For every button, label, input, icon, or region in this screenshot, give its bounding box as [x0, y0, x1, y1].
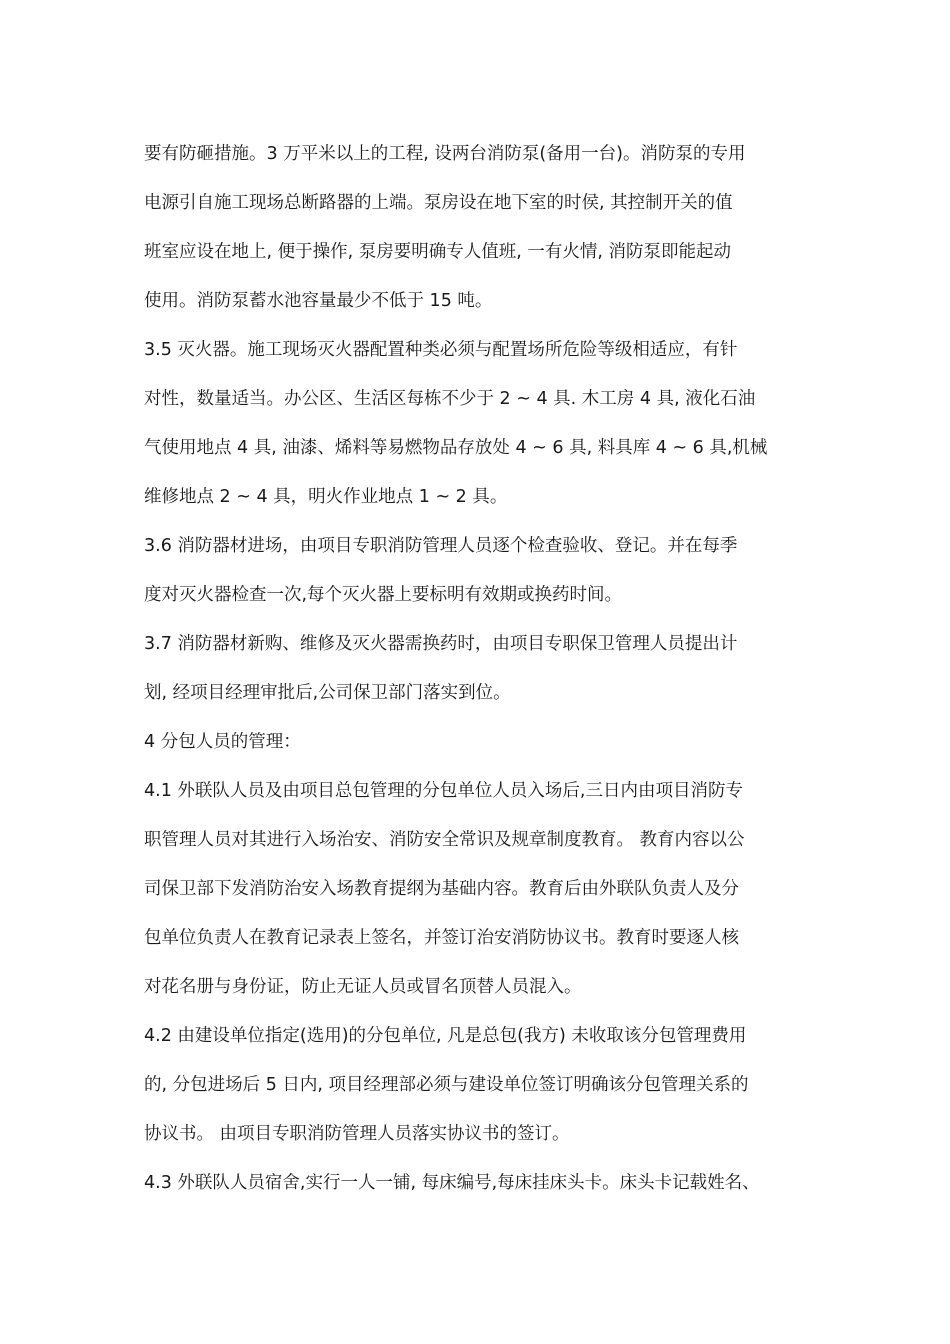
text-line: 4.3 外联队人员宿舍,实行一人一铺, 每床编号,每床挂床头卡。床头卡记载姓名、 — [144, 1173, 760, 1193]
text-line: 4.2 由建设单位指定(选用)的分包单位, 凡是总包(我方) 未收取该分包管理费用 — [144, 1026, 747, 1046]
text-line: 电源引自施工现场总断路器的上端。泵房设在地下室的时侯, 其控制开关的值 — [144, 193, 733, 213]
text-line: 维修地点 2 ~ 4 具，明火作业地点 1 ~ 2 具。 — [144, 487, 508, 507]
text-line: 4 分包人员的管理： — [144, 732, 301, 752]
text-line: 3.6 消防器材进场，由项目专职消防管理人员逐个检查验收、登记。并在每季 — [144, 536, 738, 556]
text-line: 的, 分包进场后 5 日内, 项目经理部必须与建设单位签订明确该分包管理关系的 — [144, 1075, 749, 1095]
text-line: 要有防砸措施。3 万平米以上的工程, 设两台消防泵(备用一台)。消防泵的专用 — [144, 144, 746, 164]
text-line: 职管理人员对其进行入场治安、消防安全常识及规章制度教育。 教育内容以公 — [144, 830, 745, 850]
text-line: 司保卫部下发消防治安入场教育提纲为基础内容。教育后由外联队负责人及分 — [144, 879, 739, 899]
text-line: 对性，数量适当。办公区、生活区每栋不少于 2 ~ 4 具. 木工房 4 具, 液化石油 — [144, 389, 756, 409]
text-line: 3.7 消防器材新购、维修及灭火器需换药时，由项目专职保卫管理人员提出计 — [144, 634, 738, 654]
text-line: 使用。消防泵蓄水池容量最少不低于 15 吨。 — [144, 291, 493, 311]
text-line: 班室应设在地上, 便于操作, 泵房要明确专人值班, 一有火情, 消防泵即能起动 — [144, 242, 731, 262]
text-line: 度对灭火器检查一次,每个灭火器上要标明有效期或换药时间。 — [144, 585, 623, 605]
text-line: 协议书。 由项目专职消防管理人员落实协议书的签订。 — [144, 1124, 570, 1144]
text-line: 划, 经项目经理审批后,公司保卫部门落实到位。 — [144, 683, 511, 703]
text-line: 气使用地点 4 具, 油漆、烯料等易燃物品存放处 4 ~ 6 具, 料具库 4 ~ 6 具,机械 — [144, 438, 768, 458]
text-line: 3.5 灭火器。施工现场灭火器配置种类必须与配置场所危险等级相适应，有针 — [144, 340, 738, 360]
text-line: 对花名册与身份证，防止无证人员或冒名顶替人员混入。 — [144, 977, 582, 997]
text-line: 包单位负责人在教育记录表上签名，并签订治安消防协议书。教育时要逐人核 — [144, 928, 739, 948]
document-body — [144, 130, 834, 1208]
text-line: 4.1 外联队人员及由项目总包管理的分包单位人员入场后,三日内由项目消防专 — [144, 781, 743, 801]
